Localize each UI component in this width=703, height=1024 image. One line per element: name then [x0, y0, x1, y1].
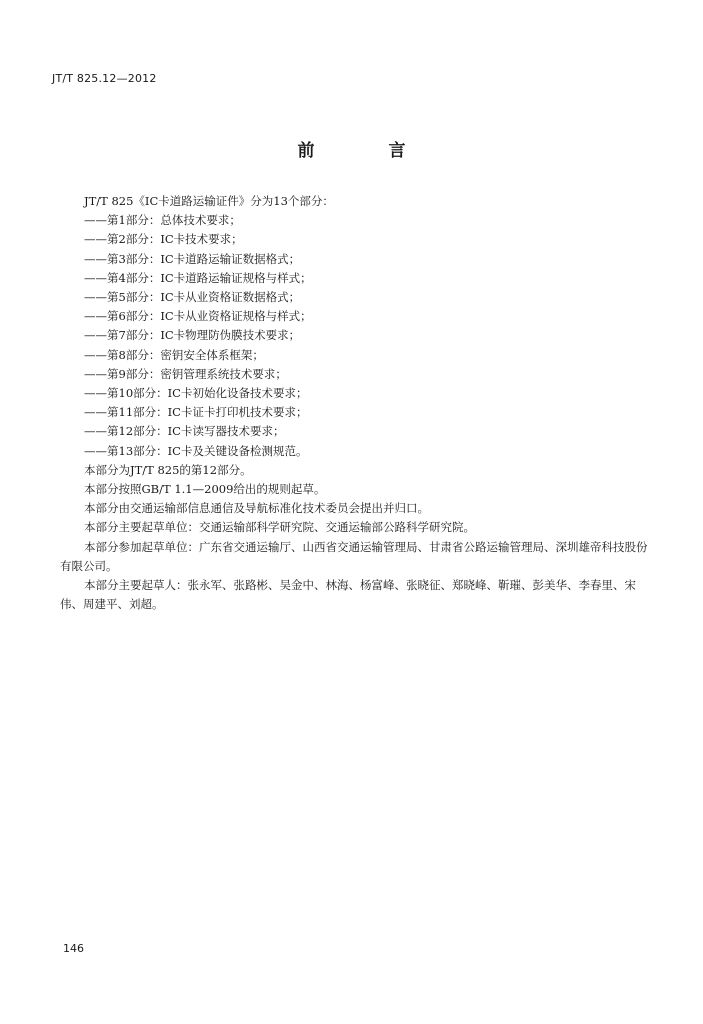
statement-main-drafters: 本部分主要起草人：张永军、张路彬、吴金中、林海、杨富峰、张晓征、郑晓峰、靳璀、彭美华、李春里、宋伟、周建平、刘超。 [60, 578, 636, 612]
statement-proposer: 本部分由交通运输部信息通信及导航标准化技术委员会提出并归口。 [84, 501, 429, 516]
list-item: ——第3部分：IC卡道路运输证数据格式； [84, 251, 301, 266]
standard-code-header: JT/T 825.12—2012 [52, 72, 157, 85]
list-item: ——第13部分：IC卡及关键设备检测规范。 [84, 443, 308, 458]
list-item: ——第4部分：IC卡道路运输证规格与样式； [84, 270, 312, 285]
document-body [60, 192, 650, 614]
statement-participating-units: 本部分参加起草单位：广东省交通运输厅、山西省交通运输管理局、甘肃省公路运输管理局、深圳雄帝科技股份有限公司。 [60, 539, 648, 573]
list-item: ——第2部分：IC卡技术要求； [84, 232, 243, 247]
list-item: ——第8部分：密钥安全体系框架； [84, 347, 264, 362]
list-item: ——第10部分：IC卡初始化设备技术要求； [84, 386, 308, 401]
list-item: ——第5部分：IC卡从业资格证数据格式； [84, 290, 301, 305]
intro-paragraph: JT/T 825《IC卡道路运输证件》分为13个部分： [84, 194, 334, 208]
statement-main-drafters-units: 本部分主要起草单位：交通运输部科学研究院、交通运输部公路科学研究院。 [84, 520, 475, 535]
page-number: 146 [63, 942, 84, 955]
statement-drafting-rules: 本部分按照GB/T 1.1—2009给出的规则起草。 [84, 482, 326, 497]
list-item: ——第7部分：IC卡物理防伪膜技术要求； [84, 328, 301, 343]
list-item: ——第11部分：IC卡证卡打印机技术要求； [84, 405, 308, 420]
list-item: ——第6部分：IC卡从业资格证规格与样式； [84, 309, 312, 324]
parts-list [60, 211, 650, 461]
list-item: ——第12部分：IC卡读写器技术要求； [84, 424, 285, 439]
list-item: ——第9部分：密钥管理系统技术要求； [84, 366, 287, 381]
page-title: 前 言 [297, 141, 440, 161]
statement-part-number: 本部分为JT/T 825的第12部分。 [84, 462, 252, 477]
list-item: ——第1部分：总体技术要求； [84, 213, 241, 228]
